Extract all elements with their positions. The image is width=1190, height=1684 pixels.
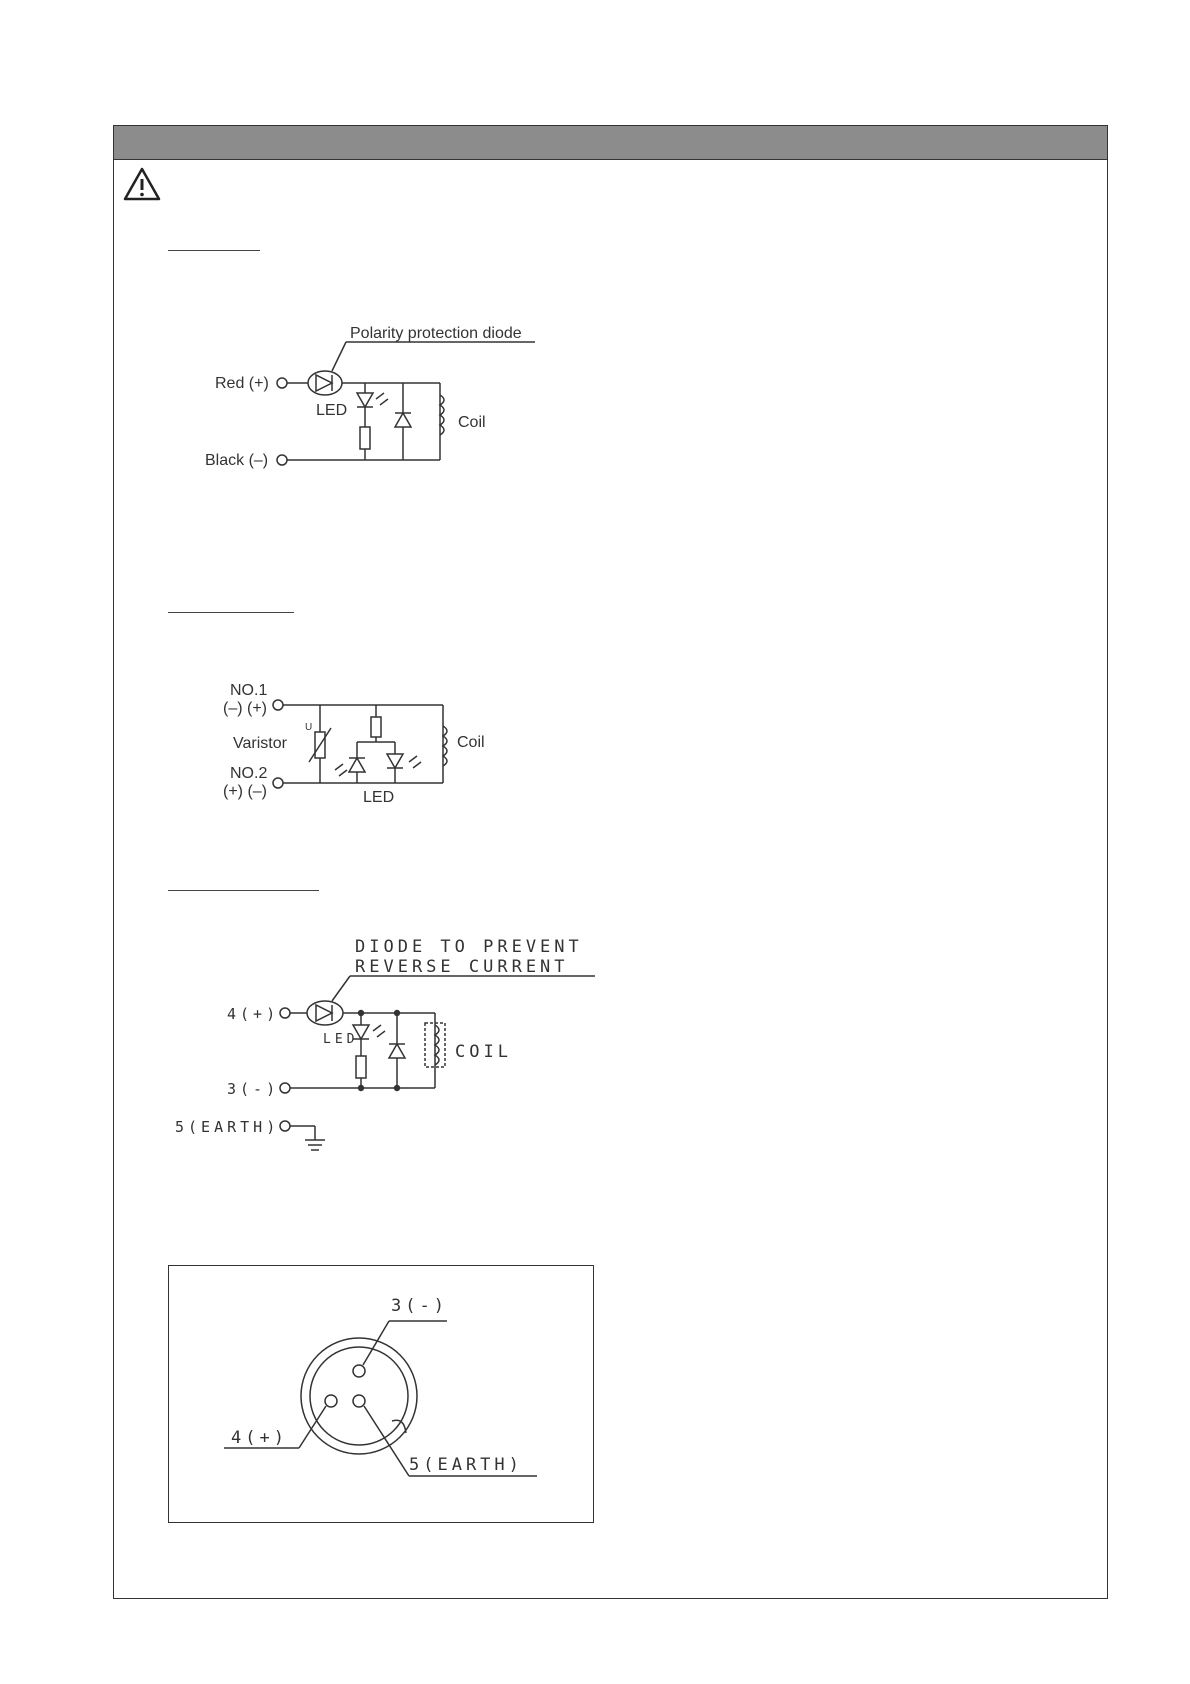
led-label: LED xyxy=(363,789,395,806)
circuit-diagram-2 xyxy=(205,670,505,810)
diode-label-line1: DIODE TO PREVENT xyxy=(355,937,583,957)
earth-terminal-label: 5(EARTH) xyxy=(175,1118,280,1136)
section-underline-3 xyxy=(168,890,319,891)
diode-label-line2: REVERSE CURRENT xyxy=(355,957,569,977)
neg-terminal-label: 3(-) xyxy=(227,1080,280,1098)
varistor-label: Varistor xyxy=(233,735,287,752)
section-underline-2 xyxy=(168,612,294,613)
no1-polarity-label: (–) (+) xyxy=(223,700,267,717)
circuit-diagram-3 xyxy=(175,930,615,1170)
led-label: LED xyxy=(323,1032,359,1047)
coil-label: Coil xyxy=(457,734,485,751)
no2-polarity-label: (+) (–) xyxy=(223,783,267,800)
led-label: LED xyxy=(316,402,348,419)
varistor-symbol: U xyxy=(305,722,313,733)
warning-icon xyxy=(122,166,162,202)
circuit-diagram-1 xyxy=(190,315,560,475)
black-terminal-label: Black (–) xyxy=(205,452,269,469)
section-underline-1 xyxy=(168,250,260,251)
pos-terminal-label: 4(+) xyxy=(227,1005,280,1023)
connector-pinout-diagram xyxy=(169,1266,593,1522)
connector-earth-label: 5(EARTH) xyxy=(409,1455,523,1475)
polarity-diode-label: Polarity protection diode xyxy=(350,325,522,342)
connector-pinout-box xyxy=(168,1265,594,1523)
connector-neg-label: 3(-) xyxy=(391,1296,448,1316)
no2-label: NO.2 xyxy=(230,765,268,782)
no1-label: NO.1 xyxy=(230,682,268,699)
red-terminal-label: Red (+) xyxy=(215,375,269,392)
coil-label: Coil xyxy=(458,414,486,431)
section-header-bar xyxy=(114,126,1107,160)
connector-pos-label: 4(+) xyxy=(231,1428,288,1448)
coil-label: COIL xyxy=(455,1042,512,1062)
